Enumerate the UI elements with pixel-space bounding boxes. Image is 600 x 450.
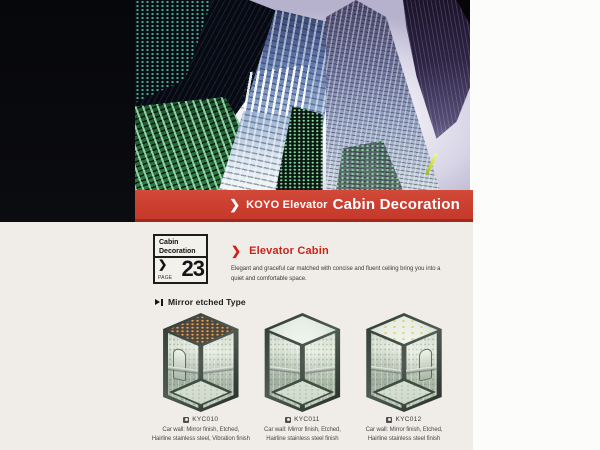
page-number-box bbox=[153, 234, 208, 284]
product-caption bbox=[152, 426, 250, 443]
page-tab-number-cell bbox=[155, 258, 206, 282]
model-number: KYC012 bbox=[395, 416, 422, 423]
page-tab-label bbox=[155, 236, 206, 258]
product-card bbox=[150, 312, 252, 443]
left-black-margin bbox=[0, 0, 135, 223]
caption-line: Hairline stainless steel finish bbox=[266, 435, 339, 442]
model-number: KYC010 bbox=[192, 416, 219, 423]
section-title: Elevator Cabin bbox=[249, 245, 329, 257]
caption-line: Car wall: Mirror finish, Etched, bbox=[263, 427, 341, 433]
cabin-arch-panel bbox=[419, 348, 432, 382]
page-title: Cabin Decoration bbox=[332, 196, 460, 213]
description-line: quiet and comfortable space. bbox=[231, 275, 307, 282]
chevron-icon: ❯ bbox=[158, 259, 168, 271]
chevron-icon: ❯ bbox=[229, 196, 241, 212]
title-banner bbox=[135, 190, 473, 222]
model-badge-icon bbox=[183, 417, 189, 423]
page-tab-line1: Cabin bbox=[159, 239, 179, 246]
page-tab-line2: Decoration bbox=[159, 248, 196, 256]
page-number: 23 bbox=[181, 256, 204, 281]
caption-line: Hairline stainless steel finish bbox=[367, 435, 441, 442]
elevator-cabin-image bbox=[363, 312, 445, 412]
elevator-cabin-image bbox=[160, 312, 242, 412]
content-area bbox=[0, 222, 600, 450]
caption-line: Car wall: Mirror finish, Etched, bbox=[365, 427, 443, 433]
skyline-photo bbox=[135, 0, 470, 190]
section-description bbox=[231, 265, 440, 284]
section-marker-icon bbox=[155, 299, 163, 306]
product-card bbox=[252, 312, 354, 443]
subsection-title: Mirror etched Type bbox=[168, 297, 246, 307]
cabin-arch-panel bbox=[173, 348, 186, 382]
elevator-cabin-image bbox=[261, 312, 343, 412]
subsection-heading bbox=[155, 297, 246, 307]
section-heading bbox=[231, 244, 329, 258]
caption-line: Hairline stainless steel, Vibration finish bbox=[151, 435, 250, 442]
products-row bbox=[150, 312, 455, 443]
product-card bbox=[353, 312, 455, 443]
product-caption bbox=[366, 426, 443, 443]
page-word: PAGE bbox=[158, 275, 173, 281]
caption-line: Car wall: Mirror finish, Etched, bbox=[162, 427, 240, 433]
model-badge-icon bbox=[285, 417, 291, 423]
description-line: Elegant and graceful car matched with concise and fluent ceiling bring you into a bbox=[231, 266, 441, 272]
model-label-row bbox=[386, 416, 421, 423]
model-number: KYC011 bbox=[294, 416, 320, 423]
chevron-icon: ❯ bbox=[231, 244, 242, 258]
model-label-row bbox=[183, 416, 218, 423]
model-label-row bbox=[285, 416, 320, 423]
model-badge-icon bbox=[386, 417, 392, 423]
brand-name: KOYO Elevator bbox=[246, 198, 328, 211]
product-caption bbox=[264, 426, 341, 443]
